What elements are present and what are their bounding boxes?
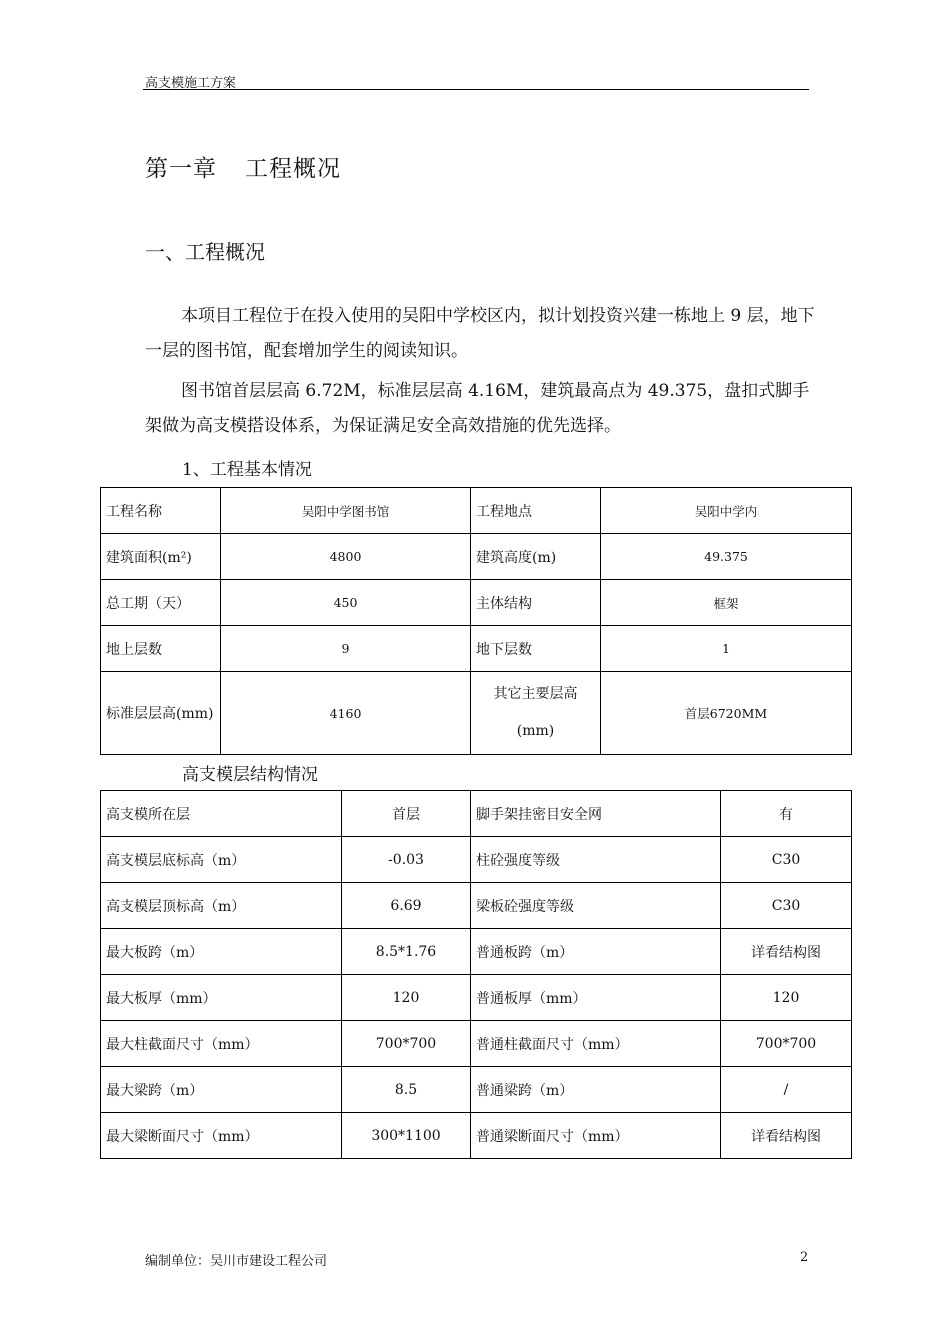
table-cell: 最大梁断面尺寸（mm）: [101, 1113, 342, 1159]
table-cell: -0.03: [342, 837, 471, 883]
table-row: [101, 837, 852, 883]
table-cell: 300*1100: [342, 1113, 471, 1159]
table-cell: 8.5: [342, 1067, 471, 1113]
table-cell: 工程名称: [101, 488, 221, 534]
table-cell: 高支模所在层: [101, 791, 342, 837]
table-row: [101, 883, 852, 929]
table-cell: 4160: [221, 672, 471, 755]
table-cell: 地上层数: [101, 626, 221, 672]
table-cell: 建筑高度(m): [471, 534, 601, 580]
header-title: 高支模施工方案: [145, 76, 237, 91]
table-cell: 柱砼强度等级: [471, 837, 721, 883]
basic-info-table: [100, 487, 852, 755]
table-cell: 首层6720MM: [601, 672, 852, 755]
table-cell: 1: [601, 626, 852, 672]
table-row: [101, 488, 852, 534]
table-cell: 最大梁跨（m）: [101, 1067, 342, 1113]
footer-unit: 编制单位：吴川市建设工程公司: [145, 1254, 328, 1269]
table-cell: 普通梁跨（m）: [471, 1067, 721, 1113]
table-cell: 吴阳中学内: [601, 488, 852, 534]
table-cell: 地下层数: [471, 626, 601, 672]
table-cell: 49.375: [601, 534, 852, 580]
table-cell: 其它主要层高(mm): [471, 672, 601, 755]
table-cell: 工程地点: [471, 488, 601, 534]
table-cell: 脚手架挂密目安全网: [471, 791, 721, 837]
table-row: [101, 534, 852, 580]
table-cell: 120: [342, 975, 471, 1021]
table-cell: 普通梁断面尺寸（mm）: [471, 1113, 721, 1159]
table-cell: 最大板厚（mm）: [101, 975, 342, 1021]
table-cell: 首层: [342, 791, 471, 837]
basic-info-heading: 1、工程基本情况: [182, 460, 312, 480]
table-cell: 框架: [601, 580, 852, 626]
structure-info-table: [100, 790, 852, 1159]
table-cell: C30: [721, 837, 852, 883]
table-cell: 高支模层底标高（m）: [101, 837, 342, 883]
paragraph-text: 本项目工程位于在投入使用的吴阳中学校区内，拟计划投资兴建一栋地上 9 层，地下一层的图书馆，配套增加学生的阅读知识。: [145, 306, 815, 361]
table-cell: 8.5*1.76: [342, 929, 471, 975]
table-cell: 最大柱截面尺寸（mm）: [101, 1021, 342, 1067]
chapter-number: 第一章: [145, 156, 217, 182]
table-cell: 建筑面积(m²): [101, 534, 221, 580]
table-row: [101, 1067, 852, 1113]
table-cell: /: [721, 1067, 852, 1113]
table-cell: 详看结构图: [721, 1113, 852, 1159]
table-cell: 普通板厚（mm）: [471, 975, 721, 1021]
table-row: [101, 672, 852, 755]
table-row: [101, 929, 852, 975]
table-row: [101, 1113, 852, 1159]
table-row: [101, 975, 852, 1021]
table-cell: 700*700: [721, 1021, 852, 1067]
table-cell: 详看结构图: [721, 929, 852, 975]
table-cell: 高支模层顶标高（m）: [101, 883, 342, 929]
table-cell: 普通柱截面尺寸（mm）: [471, 1021, 721, 1067]
table-cell: 450: [221, 580, 471, 626]
table-cell: 梁板砼强度等级: [471, 883, 721, 929]
table-cell: C30: [721, 883, 852, 929]
paragraph-text: 图书馆首层层高 6.72M，标准层层高 4.16M，建筑最高点为 49.375，盘扣式脚手架做为高支模搭设体系，为保证满足安全高效措施的优先选择。: [145, 381, 810, 436]
table-row: [101, 580, 852, 626]
section-title: 一、工程概况: [145, 240, 265, 264]
table-row: [101, 791, 852, 837]
structure-info-heading: 高支模层结构情况: [182, 765, 318, 785]
table-cell: 9: [221, 626, 471, 672]
paragraph: [145, 374, 817, 444]
table-cell: 4800: [221, 534, 471, 580]
table-cell: 120: [721, 975, 852, 1021]
table-row: [101, 1021, 852, 1067]
paragraph: [145, 299, 817, 369]
chapter-title: [145, 150, 341, 183]
table-cell: 总工期（天）: [101, 580, 221, 626]
table-cell: 有: [721, 791, 852, 837]
table-cell: 700*700: [342, 1021, 471, 1067]
table-cell: 吴阳中学图书馆: [221, 488, 471, 534]
chapter-name: 工程概况: [245, 156, 341, 182]
table-cell: 标准层层高(mm): [101, 672, 221, 755]
table-row: [101, 626, 852, 672]
table-cell: 主体结构: [471, 580, 601, 626]
table-cell: 普通板跨（m）: [471, 929, 721, 975]
table-cell: 6.69: [342, 883, 471, 929]
table-cell: 最大板跨（m）: [101, 929, 342, 975]
page-number: 2: [800, 1250, 809, 1265]
header-rule: [143, 89, 809, 90]
